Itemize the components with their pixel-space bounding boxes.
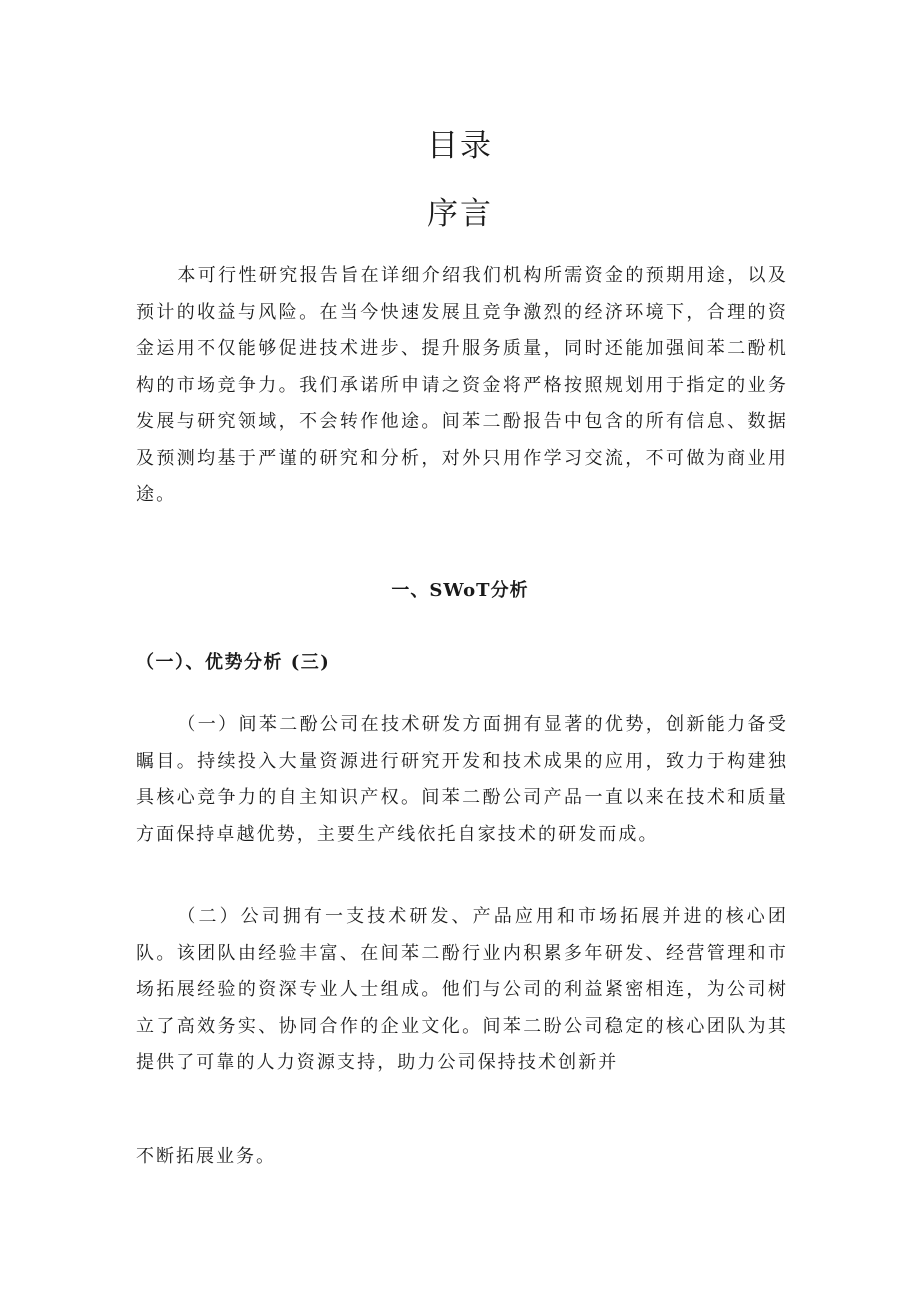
- section-heading: 一、SWoT分析: [391, 580, 529, 601]
- preface-paragraph: 本可行性研究报告旨在详细介绍我们机构所需资金的预期用途，以及预计的收益与风险。在当今快速发展且竞争激烈的经济环境下，合理的资金运用不仅能够促进技术进步、提升服务质量，同时还能加强间苯二酚机构的市场竞争力。我们承诺所申请之资金将严格按照规划用于指定的业务发展与研究领域，不会转作他途。间苯二酚报告中包含的所有信息、数据及预测均基于严谨的研究和分析，对外只用作学习交流，不可做为商业用途。: [136, 265, 788, 505]
- preface-title: 序言: [427, 196, 493, 232]
- body-paragraph-2: （二）公司拥有一支技术研发、产品应用和市场拓展并进的核心团队。该团队由经验丰富、在间苯二酚行业内积累多年研发、经营管理和市场拓展经验的资深专业人士组成。他们与公司的利益紧密相连，为公司树立了高效务实、协同合作的企业文化。间苯二盼公司稳定的核心团队为其提供了可靠的人力资源支持，助力公司保持技术创新并: [136, 906, 788, 1073]
- toc-title: 目录: [427, 128, 493, 164]
- body-paragraph-1: （一）间苯二酚公司在技术研发方面拥有显著的优势，创新能力备受瞩目。持续投入大量资源进行研究开发和技术成果的应用，致力于构建独具核心竞争力的自主知识产权。间苯二酚公司产品一直以来在技术和质量方面保持卓越优势，主要生产线依托自家技术的研发而成。: [136, 714, 788, 845]
- body-paragraph-tail: 不断拓展业务。: [136, 1146, 276, 1167]
- subsection-heading: （一）、优势分析 (三): [136, 652, 331, 673]
